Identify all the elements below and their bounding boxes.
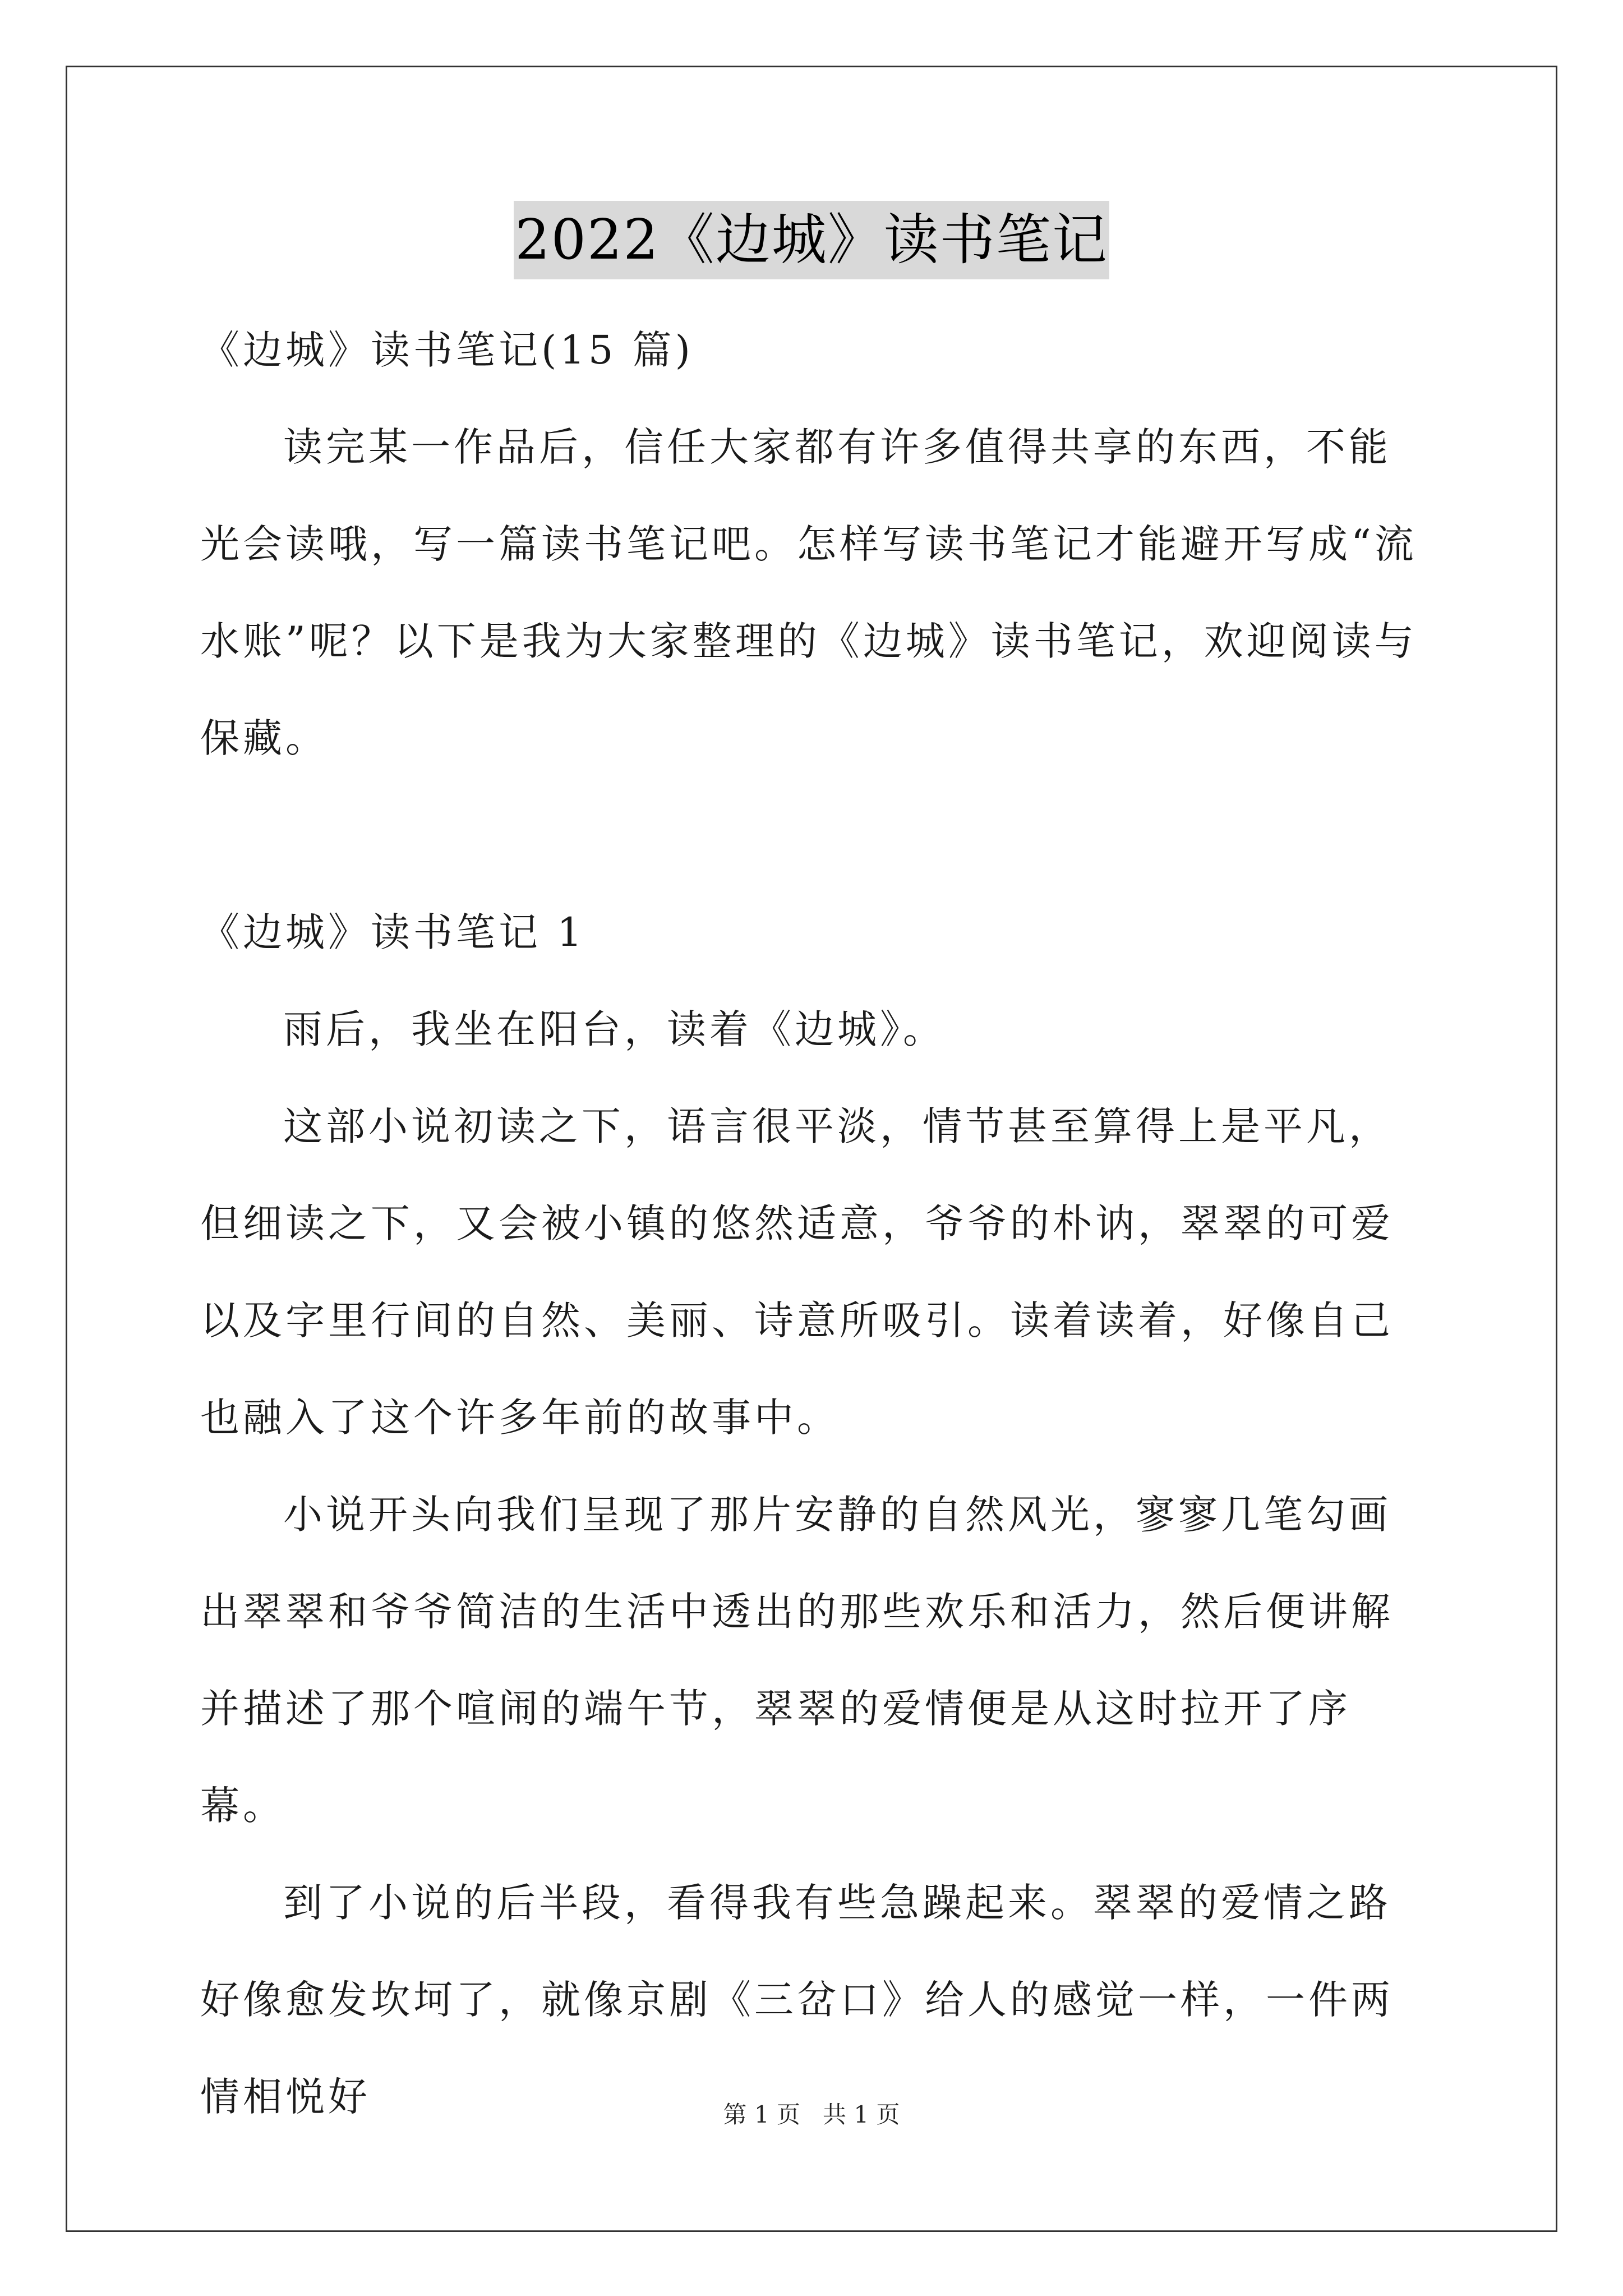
body-paragraph: 雨后，我坐在阳台，读着《边城》。: [283, 1006, 946, 1052]
title-container: [0, 201, 1623, 279]
section-spacer: [200, 787, 1428, 884]
body-paragraph: 这部小说初读之下，语言很平淡，情节甚至算得上是平凡，但细读之下，又会被小镇的悠然适意，爷爷的朴讷，翠翠的可爱以及字里行间的自然、美丽、诗意所吸引。读着读着，好像自己也融入了这个许多年前的故事中。: [200, 1103, 1394, 1441]
intro-paragraph: 读完某一作品后，信任大家都有许多值得共享的东西，不能光会读哦，写一篇读书笔记吧。怎样写读书笔记才能避开写成“流水账”呢？以下是我为大家整理的《边城》读书笔记，欢迎阅读与保藏。: [200, 424, 1417, 761]
body-paragraph: 小说开头向我们呈现了那片安静的自然风光，寥寥几笔勾画出翠翠和爷爷简洁的生活中透出的那些欢乐和活力，然后便讲解并描述了那个喧闹的端午节，翠翠的爱情便是从这时拉开了序幕。: [200, 1492, 1394, 1829]
document-body: [200, 302, 1428, 2146]
section-heading: 《边城》读书笔记 1: [200, 909, 585, 955]
body-paragraph: 到了小说的后半段，看得我有些急躁起来。翠翠的爱情之路好像愈发坎坷了，就像京剧《三岔口》给人的感觉一样，一件两情相悦好: [200, 1880, 1394, 2120]
page-title: 2022《边城》读书笔记: [514, 201, 1109, 279]
page-footer: 第 1 页 共 1 页: [723, 2101, 900, 2128]
subtitle: 《边城》读书笔记(15 篇): [200, 327, 694, 373]
